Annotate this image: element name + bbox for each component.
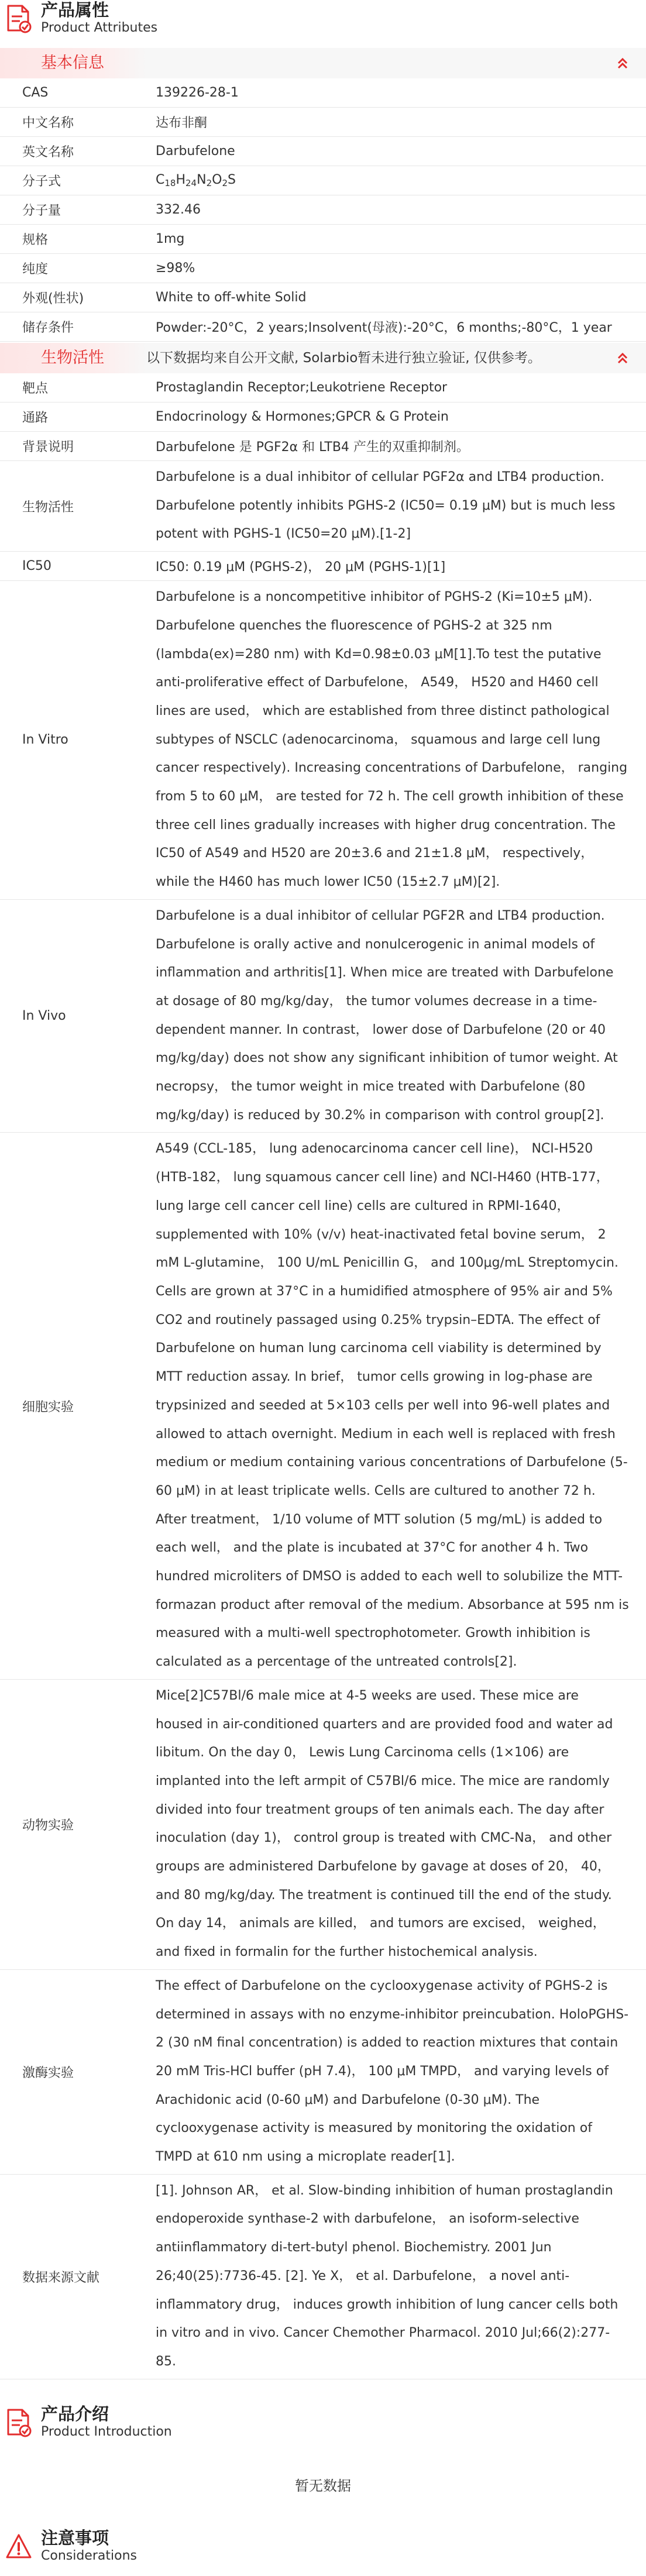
row-value: ≥98% xyxy=(156,261,195,276)
document-icon xyxy=(5,4,33,34)
considerations-header xyxy=(0,2528,646,2576)
row-value: Darbufelone is a noncompetitive inhibitor of PGHS-2 (Ki=10±5 μM). Darbufelone quenches the fluorescence of PGHS-2 at 325 nm (lambda(ex)=280 nm) with Kd=0.98±0.03 μM[1].To test the putative anti-proliferative effect of Darbufelone， A549， H520 and H460 cell lines are used， which are established from three distinct pathological subtypes of NSCLC (adenocarcinoma， squamous and large cell lung cancer respectively). Increasing concentrations of Darbufelone， ranging from 5 to 60 μM， are tested for 72 h. The cell growth inhibition of these three cell lines gradually increases with higher drug concentration. The IC50 of A549 and H520 are 20±3.6 and 21±1.8 μM， respectively， while the H460 has much lower IC50 (15±2.7 μM)[2]. xyxy=(156,590,628,890)
row-key: 生物活性 xyxy=(22,500,74,515)
bio-row-target xyxy=(0,373,646,403)
row-value: Darbufelone xyxy=(156,144,235,159)
formula-count: 18 xyxy=(164,178,176,188)
bio-row-references xyxy=(0,2175,646,2379)
row-key: 数据来源文献 xyxy=(22,2270,100,2285)
info-row-name-en xyxy=(0,137,646,166)
section-subtitle: Product Attributes xyxy=(41,20,158,35)
row-key: 分子量 xyxy=(22,204,61,218)
row-key: IC50 xyxy=(22,559,51,574)
row-key: 英文名称 xyxy=(22,145,74,160)
formula-count: 24 xyxy=(185,178,197,188)
row-value: White to off-white Solid xyxy=(156,290,307,305)
info-row-spec xyxy=(0,225,646,254)
row-key: 细胞实验 xyxy=(22,1399,74,1415)
row-value: Darbufelone is a dual inhibitor of cellular PGF2α and LTB4 production. Darbufelone potently inhibits PGHS-2 (IC50= 0.19 μM) but is much less potent with PGHS-1 (IC50=20 μM).[1-2] xyxy=(156,470,616,542)
formula-element: N xyxy=(197,173,207,187)
row-key: 通路 xyxy=(22,411,49,425)
row-value: A549 (CCL-185， lung adenocarcinoma cancer cell line)， NCI-H520 (HTB-182， lung squamous cancer cell line) and NCI-H460 (HTB-177， lung large cell cancer cell line) cells are cultured in RPMI-1640， supplemented with 10% (v/v) heat-inactivated fetal bovine serum， 2 mM L-glutamine， 100 U/mL Penicillin G， and 100μg/mL Streptomycin. Cells are grown at 37°C in a humidified atmosphere of 95% air and 5% CO2 and routinely passaged using 0.25% trypsin–EDTA. The effect of Darbufelone on human lung carcinoma cell viability is determined by MTT reduction assay. In brief， tumor cells growing in log-phase are trypsinized and seeded at 5×103 cells per well into 96-well plates and allowed to attach overnight. Medium in each well is replaced with fresh medium or medium containing various concentrations of Darbufelone (5-60 μM) in at least triplicate wells. Cells are cultured to another 72 h. After treatment， 1/10 volume of MTT solution (5 mg/mL) is added to each well， and the plate is incubated at 37°C for another 4 h. Two hundred microliters of DMSO is added to each well to solubilize the MTT-formazan product after removal of the medium. Absorbance at 595 nm is measured with a multi-well spectrophotometer. Growth inhibition is calculated as a percentage of the untreated controls[2]. xyxy=(156,1141,629,1670)
row-key: 纯度 xyxy=(22,262,49,277)
row-key: 分子式 xyxy=(22,174,61,189)
disclaimer-note: 以下数据均来自公开文献, Solarbio暂未进行独立验证, 仅供参考。 xyxy=(146,350,541,366)
row-value: The effect of Darbufelone on the cyclooxygenase activity of PGHS-2 is determined in assays with no enzyme-inhibitor preincubation. HoloPGHS-2 (30 nM final concentration) is added to reaction mixtures that contain 20 mM Tris-HCl buffer (pH 7.4)， 100 μM TMPD， and varying levels of Arachidonic acid (0-60 μM) and Darbufelone (0-30 μM). The cyclooxygenase activity is measured by monitoring the oxidation of TMPD at 610 nm using a microplate reader[1]. xyxy=(156,1978,629,2165)
row-value: Mice[2]C57Bl/6 male mice at 4-5 weeks are used. These mice are housed in air-conditioned quarters and are provided food and water ad libitum. On the day 0， Lewis Lung Carcinoma cells (1×106) are implanted into the left armpit of C57Bl/6 mice. The mice are randomly divided into four treatment groups of ten animals each. The day after inoculation (day 1)， control group is treated with CMC-Na， and other groups are administered Darbufelone by gavage at doses of 20， 40， and 80 mg/kg/day. The treatment is continued till the end of the study. On day 14， animals are killed， and tumors are excised， weighed， and fixed in formalin for the further histochemical analysis. xyxy=(156,1688,613,1960)
section-title: 产品介绍 xyxy=(41,2403,109,2424)
bio-row-in-vitro xyxy=(0,581,646,900)
info-row-storage xyxy=(0,312,646,342)
bio-row-kinase-assay xyxy=(0,1970,646,2175)
info-row-purity xyxy=(0,254,646,283)
section-title: 注意事项 xyxy=(41,2527,109,2548)
row-key: 激酶实验 xyxy=(22,2065,74,2080)
row-value: 1mg xyxy=(156,232,185,246)
bio-activity-table xyxy=(0,373,646,2379)
chevron-double-up-icon[interactable] xyxy=(616,351,630,365)
formula-element: O xyxy=(212,173,222,187)
bio-row-cell-assay xyxy=(0,1133,646,1679)
info-row-cas xyxy=(0,78,646,108)
basic-info-band[interactable] xyxy=(0,48,646,78)
empty-state-text: 暂无数据 xyxy=(295,2477,351,2494)
product-intro-header xyxy=(0,2404,646,2452)
warning-icon xyxy=(5,2532,33,2562)
formula-element: H xyxy=(176,173,186,187)
row-value: [1]. Johnson AR， et al. Slow-binding inhibition of human prostaglandin endoperoxide synthase-2 with darbufelone， an isoform-selective antiinflammatory di-tert-butyl phenol. Biochemistry. 2001 Jun 26;40(25):7736-45. [2]. Ye X， et al. Darbufelone， a novel anti-inflammatory drug， induces growth inhibition of lung cancer cells both in vitro and in vivo. Cancer Chemother Pharmacol. 2010 Jul;66(2):277-85. xyxy=(156,2183,618,2369)
formula-count: 2 xyxy=(222,178,228,188)
row-key: In Vitro xyxy=(22,732,68,748)
basic-info-table xyxy=(0,78,646,342)
bio-row-pathway xyxy=(0,403,646,432)
row-value: Powder:-20°C，2 years;Insolvent(母液):-20°C，6 months;-80°C，1 year xyxy=(156,321,612,335)
row-value: Prostaglandin Receptor;Leukotriene Receptor xyxy=(156,380,448,395)
info-row-mw xyxy=(0,195,646,225)
bio-activity-band[interactable] xyxy=(0,343,646,373)
row-key: 背景说明 xyxy=(22,440,74,455)
section-subtitle: Considerations xyxy=(41,2548,137,2563)
row-value: Endocrinology & Hormones;GPCR & G Protein xyxy=(156,410,449,424)
molecular-formula xyxy=(156,166,646,195)
row-value: Darbufelone 是 PGF2α 和 LTB4 产生的双重抑制剂。 xyxy=(156,440,469,455)
basic-info-label: 基本信息 xyxy=(41,54,104,72)
row-key: 靶点 xyxy=(22,381,49,396)
section-subtitle: Product Introduction xyxy=(41,2424,172,2439)
row-key: In Vivo xyxy=(22,1009,66,1024)
bio-activity-label: 生物活性 xyxy=(41,349,104,367)
bio-row-in-vivo xyxy=(0,900,646,1133)
row-value: 139226-28-1 xyxy=(156,85,239,100)
row-key: CAS xyxy=(22,85,49,100)
row-value: 达布非酮 xyxy=(156,116,208,130)
bio-row-background xyxy=(0,432,646,461)
bio-row-activity xyxy=(0,461,646,552)
formula-count: 2 xyxy=(206,178,212,188)
product-attributes-header xyxy=(0,0,646,48)
info-row-formula xyxy=(0,166,646,195)
formula-element: C xyxy=(156,173,165,187)
row-key: 动物实验 xyxy=(22,1818,74,1833)
bio-row-ic50 xyxy=(0,552,646,581)
row-key: 规格 xyxy=(22,233,49,247)
info-row-name-zh xyxy=(0,108,646,137)
row-value: IC50: 0.19 μM (PGHS-2)， 20 μM (PGHS-1)[1] xyxy=(156,560,446,575)
row-key: 外观(性状) xyxy=(22,291,84,306)
row-value: 332.46 xyxy=(156,202,201,217)
formula-element: S xyxy=(228,173,236,187)
bio-row-animal-assay xyxy=(0,1680,646,1970)
row-key: 储存条件 xyxy=(22,321,74,335)
document-icon xyxy=(5,2408,33,2438)
info-row-appearance xyxy=(0,283,646,312)
row-value: Darbufelone is a dual inhibitor of cellular PGF2R and LTB4 production. Darbufelone is orally active and nonulcerogenic in animal models of inflammation and arthritis[1]. When mice are treated with Darbufelone at dosage of 80 mg/kg/day， the tumor volumes decrease in a time-dependent manner. In contrast， lower dose of Darbufelone (20 or 40 mg/kg/day) does not show any significant inhibition of tumor weight. At necropsy， the tumor weight in mice treated with Darbufelone (80 mg/kg/day) is reduced by 30.2% in comparison with control group[2]. xyxy=(156,908,618,1123)
row-key: 中文名称 xyxy=(22,116,74,130)
section-title: 产品属性 xyxy=(41,0,109,20)
chevron-double-up-icon[interactable] xyxy=(616,56,630,70)
